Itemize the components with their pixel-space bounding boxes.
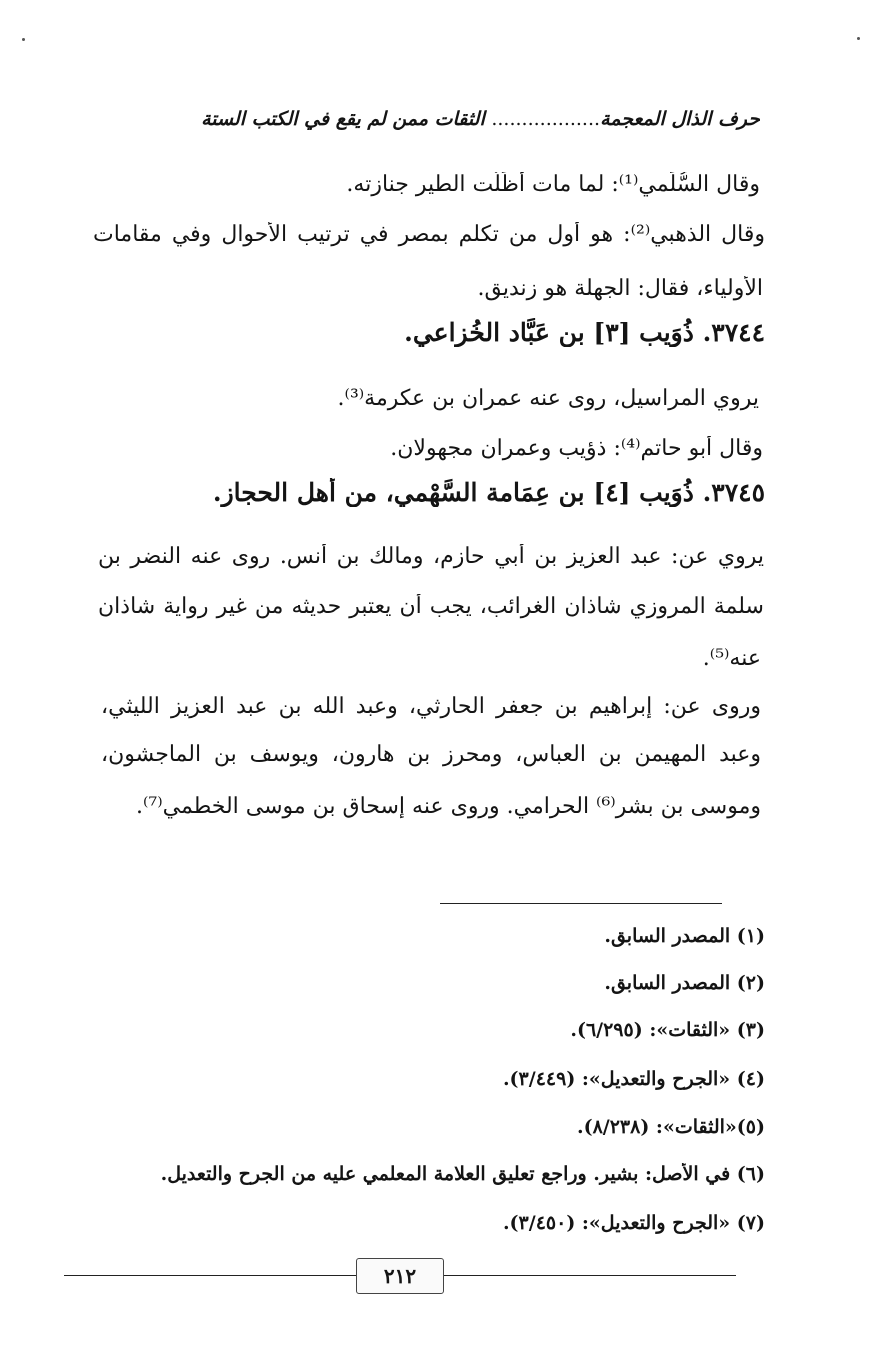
- footnote: (٢) المصدر السابق.: [604, 972, 765, 994]
- body-line: يروي عن: عبد العزيز بن أبي حازم، ومالك بن أنس. روى عنه النضر بن: [98, 544, 764, 569]
- footnote: (٤) «الجرح والتعديل»: (٣/٤٤٩).: [502, 1068, 765, 1090]
- bottom-rule-left: [64, 1275, 356, 1276]
- header-dots: ..................: [491, 108, 601, 130]
- footnote: (٥)«الثقات»: (٨/٢٣٨).: [576, 1116, 765, 1138]
- body-line: الأولياء، فقال: الجهلة هو زنديق.: [477, 276, 763, 301]
- scan-speck: [857, 37, 860, 40]
- footnote-separator: [440, 903, 722, 904]
- footnote: (٦) في الأصل: بشير. وراجع تعليق العلامة المعلمي عليه من الجرح والتعديل.: [160, 1163, 765, 1185]
- body-line: وروى عن: إبراهيم بن جعفر الحارثي، وعبد الله بن عبد العزيز الليثي،: [101, 694, 761, 719]
- footnote: (٧) «الجرح والتعديل»: (٣/٤٥٠).: [502, 1212, 765, 1234]
- body-line: وقال الذهبي⁽²⁾: هو أول من تكلم بمصر في ترتيب الأحوال وفي مقامات: [93, 222, 765, 247]
- running-header: [110, 108, 760, 130]
- body-line: وموسى بن بشر⁽⁶⁾ الحرامي. وروى عنه إسحاق بن موسى الخطمي⁽⁷⁾.: [136, 794, 761, 819]
- entry-heading-3745: ٣٧٤٥. ذُوَيب [٤] بن عِمَامة السَّهْمي، من أهل الحجاز.: [212, 478, 765, 507]
- page-number: ٢١٢: [356, 1258, 444, 1294]
- body-line: سلمة المروزي شاذان الغرائب، يجب أن يعتبر حديثه من غير رواية شاذان: [98, 594, 764, 619]
- bottom-rule-right: [444, 1275, 736, 1276]
- footnote: (٣) «الثقات»: (٦/٢٩٥).: [570, 1019, 765, 1041]
- body-line: عنه⁽⁵⁾.: [702, 646, 761, 671]
- header-title: الثقات ممن لم يقع في الكتب الستة: [201, 108, 485, 130]
- body-line: يروي المراسيل، روى عنه عمران بن عكرمة⁽³⁾.: [337, 386, 759, 411]
- scan-speck: [22, 38, 25, 41]
- body-line: وقال السُّلَمي⁽¹⁾: لما مات أَظَلَّت الطير جنازته.: [346, 172, 760, 197]
- body-line: وقال أبو حاتم⁽⁴⁾: ذؤيب وعمران مجهولان.: [390, 436, 763, 461]
- header-chapter: حرف الذال المعجمة: [600, 108, 760, 130]
- entry-heading-3744: ٣٧٤٤. ذُوَيب [٣] بن عَبَّاد الخُزاعي.: [404, 318, 765, 347]
- footnote: (١) المصدر السابق.: [604, 925, 765, 947]
- body-line: وعبد المهيمن بن العباس، ومحرز بن هارون، ويوسف بن الماجشون،: [101, 742, 761, 767]
